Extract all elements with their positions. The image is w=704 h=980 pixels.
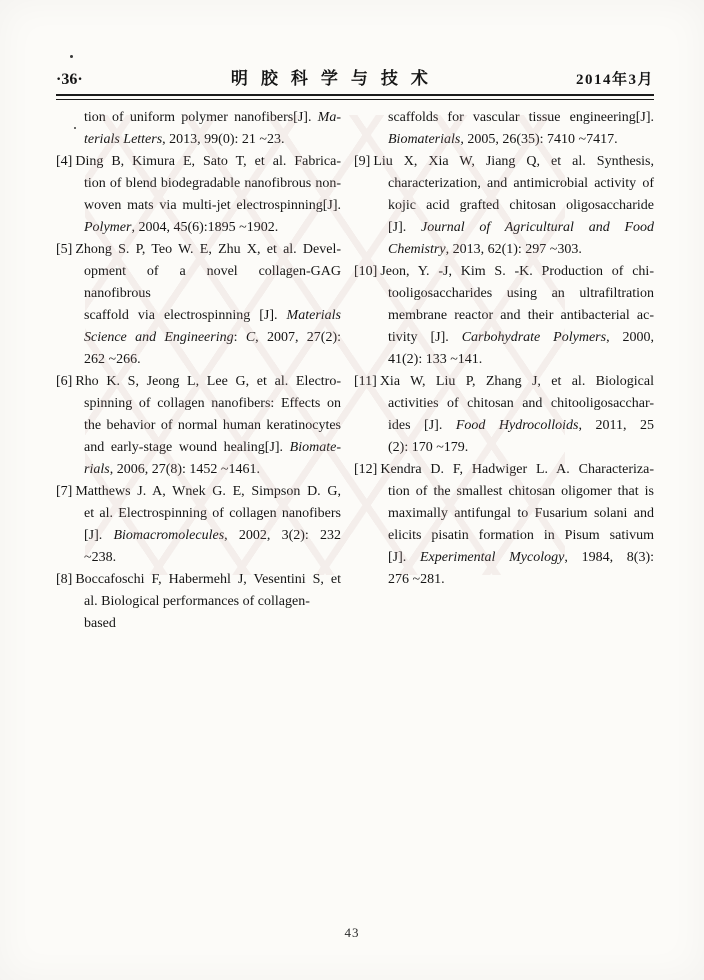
reference-line [388, 173, 654, 195]
reference-item [354, 151, 654, 261]
reference-line [388, 283, 654, 305]
reference-number: [7] [56, 484, 73, 499]
reference-line [388, 195, 654, 217]
reference-text: , 2005, 26(35): 7410 ~7417. [460, 132, 618, 147]
reference-text: , 2011, 25 [578, 418, 654, 433]
reference-number: [10] [354, 264, 378, 279]
reference-line [56, 569, 341, 591]
reference-text: , 2013, 99(0): 21 ~23. [162, 132, 285, 147]
reference-text: membrane reactor and their antibacterial ac- [388, 308, 654, 323]
journal-title: 明胶科学与技术 [230, 69, 441, 88]
reference-text: opment of a novel collagen-GAG nanofibrous [84, 264, 341, 301]
reference-line [56, 239, 341, 261]
reference-line [84, 217, 341, 239]
reference-text: Kendra D. F, Hadwiger L. A. Characteriza- [380, 462, 654, 477]
reference-text: [J]. [84, 528, 114, 543]
reference-line [56, 151, 341, 173]
reference-number: [8] [56, 572, 73, 587]
journal-name: terials Letters [84, 132, 163, 147]
reference-line [388, 349, 654, 371]
reference-text: maximally antifungal to Fusarium solani and [388, 506, 654, 521]
journal-name: Journal of Agricultural and Food [421, 220, 654, 235]
reference-line [354, 371, 654, 393]
reference-line [84, 503, 341, 525]
reference-number: [6] [56, 374, 73, 389]
reference-continuation [56, 107, 341, 151]
reference-text: characterization, and antimicrobial activity of [388, 176, 654, 191]
reference-text: Ding B, Kimura E, Sato T, et al. Fabrica- [75, 154, 341, 169]
reference-line [84, 305, 341, 327]
reference-text: Boccafoschi F, Habermehl J, Vesentini S, et [75, 572, 341, 587]
reference-text: woven mats via multi-jet electrospinning[J]. [84, 198, 341, 213]
reference-text: Xia W, Liu P, Zhang J, et al. Biological [379, 374, 654, 389]
reference-item [354, 459, 654, 591]
reference-line [84, 525, 341, 547]
references-right-column [354, 107, 654, 635]
journal-name: Carbohydrate Polymers [461, 330, 607, 345]
journal-name: Chemistry [388, 242, 446, 257]
reference-text: [J]. [388, 220, 422, 235]
journal-name: Polymer [84, 220, 132, 235]
reference-list [56, 107, 654, 635]
header-page-number: ·36· [56, 71, 83, 88]
footer-page-number: 43 [344, 925, 360, 940]
page-header [56, 0, 654, 89]
reference-line [84, 261, 341, 305]
reference-text: spinning of collagen nanofibers: Effects on [84, 396, 341, 411]
reference-text: : [233, 330, 246, 345]
references-left-column [56, 107, 341, 635]
journal-name: Ma- [317, 110, 341, 125]
reference-line [84, 195, 341, 217]
reference-text: the behavior of normal human keratinocytes [84, 418, 341, 433]
reference-line [354, 459, 654, 481]
journal-name: Biomate- [289, 440, 341, 455]
reference-item [354, 261, 654, 371]
reference-line [388, 525, 654, 547]
reference-line [388, 129, 654, 151]
reference-line [56, 371, 341, 393]
reference-text: scaffold via electrospinning [J]. [84, 308, 287, 323]
reference-line [84, 327, 341, 349]
reference-line [84, 437, 341, 459]
reference-item [56, 481, 341, 569]
reference-line [56, 481, 341, 503]
reference-text: elicits pisatin formation in Pisum sativum [388, 528, 654, 543]
reference-text: , 2007, 27(2): [255, 330, 342, 345]
reference-line [388, 239, 654, 261]
reference-text: (2): 170 ~179. [388, 440, 469, 455]
reference-text: , 1984, 8(3): [564, 550, 654, 565]
reference-item [56, 239, 341, 371]
reference-line [388, 569, 654, 591]
reference-text: Liu X, Xia W, Jiang Q, et al. Synthesis, [373, 154, 654, 169]
reference-line [388, 393, 654, 415]
reference-item [56, 371, 341, 481]
reference-line [84, 415, 341, 437]
reference-line [388, 547, 654, 569]
reference-line [84, 547, 341, 569]
journal-name: Experimental Mycology [420, 550, 565, 565]
reference-text: tivity [J]. [388, 330, 462, 345]
reference-text: 276 ~281. [388, 572, 445, 587]
reference-line [84, 107, 341, 129]
reference-text: [J]. [388, 550, 420, 565]
reference-number: [11] [354, 374, 377, 389]
reference-line [84, 349, 341, 371]
reference-text: , 2002, 3(2): 232 [224, 528, 341, 543]
reference-text: tooligosaccharides using an ultrafiltration [388, 286, 654, 301]
journal-name: rials [84, 462, 110, 477]
scan-speck [74, 127, 76, 129]
reference-item [56, 151, 341, 239]
reference-text: Zhong S. P, Teo W. E, Zhu X, et al. Devel- [75, 242, 341, 257]
reference-line [84, 459, 341, 481]
reference-text: tion of blend biodegradable nanofibrous non- [84, 176, 341, 191]
reference-line [388, 481, 654, 503]
reference-line [354, 261, 654, 283]
reference-text: 262 ~266. [84, 352, 141, 367]
reference-text: Matthews J. A, Wnek G. E, Simpson D. G, [75, 484, 341, 499]
reference-line [388, 503, 654, 525]
reference-line [84, 591, 341, 635]
reference-number: [5] [56, 242, 73, 257]
journal-name: Materials [286, 308, 341, 323]
reference-text: et al. Electrospinning of collagen nanofibers [84, 506, 341, 521]
journal-name: Biomacromolecules [113, 528, 225, 543]
reference-text: and early-stage wound healing[J]. [84, 440, 290, 455]
scan-speck [70, 55, 73, 58]
reference-text: activities of chitosan and chitooligosacchar- [388, 396, 654, 411]
reference-line [84, 393, 341, 415]
reference-line [84, 129, 341, 151]
reference-line [388, 217, 654, 239]
reference-line [354, 151, 654, 173]
reference-line [388, 415, 654, 437]
journal-name: C [245, 330, 256, 345]
reference-text: 41(2): 133 ~141. [388, 352, 483, 367]
journal-name: Food Hydrocolloids [455, 418, 579, 433]
journal-name: Biomaterials [388, 132, 461, 147]
reference-line [388, 327, 654, 349]
issue-date: 2014年3月 [575, 72, 654, 88]
reference-item [56, 569, 341, 635]
reference-line [84, 173, 341, 195]
reference-text: ides [J]. [388, 418, 456, 433]
reference-text: tion of the smallest chitosan oligomer that is [388, 484, 654, 499]
header-rule [56, 94, 654, 100]
reference-text: , 2013, 62(1): 297 ~303. [445, 242, 582, 257]
journal-name: Science and Engineering [84, 330, 234, 345]
reference-text: , 2006, 27(8): 1452 ~1461. [109, 462, 260, 477]
reference-text: , 2004, 45(6):1895 ~1902. [131, 220, 279, 235]
reference-text: scaffolds for vascular tissue engineering[J]. [388, 110, 654, 125]
reference-text: al. Biological performances of collagen-based [84, 594, 310, 631]
reference-text: Rho K. S, Jeong L, Lee G, et al. Electro- [75, 374, 341, 389]
reference-item [354, 371, 654, 459]
reference-text: kojic acid grafted chitosan oligosaccharide [388, 198, 654, 213]
reference-text: , 2000, [606, 330, 654, 345]
reference-line [388, 305, 654, 327]
reference-number: [12] [354, 462, 378, 477]
reference-continuation [354, 107, 654, 151]
reference-line [388, 107, 654, 129]
reference-text: tion of uniform polymer nanofibers[J]. [84, 110, 318, 125]
reference-line [388, 437, 654, 459]
reference-number: [9] [354, 154, 371, 169]
reference-number: [4] [56, 154, 73, 169]
reference-text: ~238. [84, 550, 117, 565]
reference-text: Jeon, Y. -J, Kim S. -K. Production of chi- [380, 264, 654, 279]
